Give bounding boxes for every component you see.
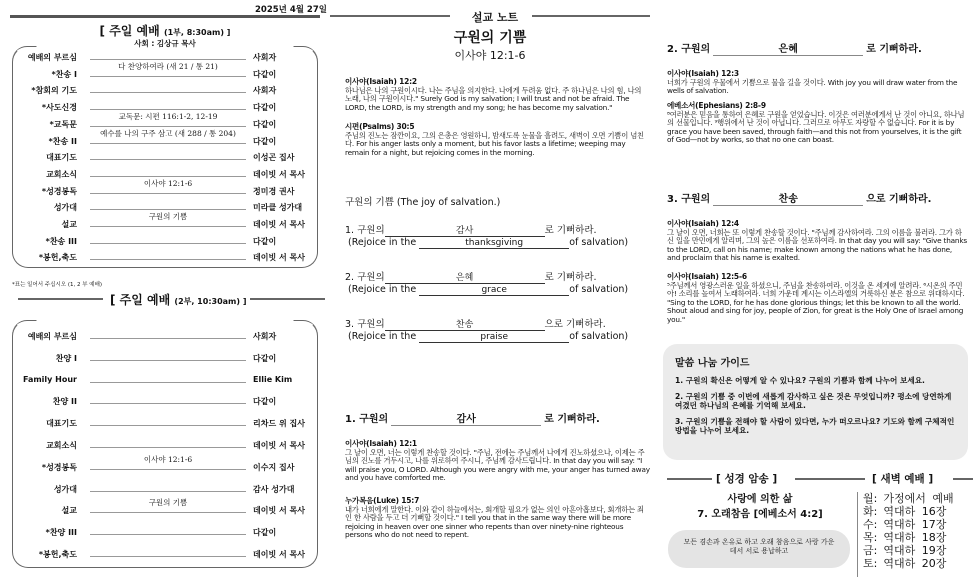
order-line <box>90 534 246 535</box>
verse-block <box>667 70 967 96</box>
verse-text: 너희가 구원의 우물에서 기쁨으로 물을 길을 것이다. With joy you will draw water from the wells of salvation. <box>667 77 958 96</box>
divider <box>532 15 650 17</box>
order-leader: Ellie Kim <box>253 374 293 384</box>
dawn-reading: 역대하 20장 <box>883 557 947 570</box>
order-leader: 리차드 위 집사 <box>253 419 305 429</box>
order-label: 성가대 <box>53 203 77 213</box>
order-row <box>0 454 330 474</box>
outline-point-ko <box>345 269 597 284</box>
dawn-day-row <box>863 492 954 505</box>
order-detail: 교독문: 시편 116:1-2, 12-19 <box>118 111 218 121</box>
memory-theme: 사랑에 의한 삶 <box>727 494 793 505</box>
divider <box>953 478 973 480</box>
verse-text: 그 날이 오면, 너는 이렇게 찬송할 것이다. "주님, 전에는 주님께서 나에게 진노하셨으나, 이제는 주님의 진노를 거두시고, 나를 위로하여 주시니, 주님께 감사드립니다. In that day you will say: "I will praise you, O LORD. Although you were angry with me, your anger has turned away and you have comforted me. <box>345 447 650 483</box>
verse-ref: 이사야(Isaiah) 12:2 <box>345 77 417 86</box>
order-line <box>90 556 246 557</box>
order-leader: 미라클 성가대 <box>253 203 303 213</box>
bulletin-date: 2025년 4월 27일 <box>255 5 327 15</box>
point-suffix: 으로 기뻐하라. <box>544 319 606 330</box>
dawn-schedule <box>857 492 954 577</box>
order-line <box>90 243 246 244</box>
dawn-reading: 가정에서 예배 <box>883 492 954 505</box>
order-label: *성경봉독 <box>41 186 77 196</box>
verse-ref: 이사야(Isaiah) 12:5-6 <box>667 272 747 281</box>
order-row <box>0 329 330 343</box>
dawn-day-row <box>863 518 954 531</box>
order-label: 찬양 II <box>52 397 77 407</box>
verse-text: 내가 너희에게 말한다. 이와 같이 하늘에서는, 회개할 필요가 없는 의인 아흔아홉보다, 회개하는 죄인 한 사람을 두고 더 기뻐할 것이다." I tell you that in the same way there will be more rejoicing in heaven over one sinner who repents than over ninety-nine righteous persons who do not need to repent. <box>345 504 644 540</box>
dawn-day: 월: <box>863 492 878 505</box>
order-row <box>0 234 330 248</box>
dawn-reading: 역대하 18장 <box>883 531 947 544</box>
order-row <box>0 498 330 517</box>
order-leader: 사회자 <box>253 53 277 62</box>
section-heading <box>667 40 922 56</box>
point-answer: 찬송 <box>385 317 545 331</box>
order-row <box>0 416 330 430</box>
section-answer: 은혜 <box>713 40 863 56</box>
sermon-title: 구원의 기쁨 <box>453 30 527 46</box>
order-leader: 데이빗 서 목사 <box>253 169 305 179</box>
top-divider <box>10 15 320 18</box>
dawn-day-row <box>863 544 954 557</box>
verse-ref: 시편(Psalms) 30:5 <box>345 122 415 131</box>
order-leader: 다같이 <box>253 397 277 407</box>
order-detail: 이사야 12:1-6 <box>143 454 193 464</box>
order-label: *찬송 II <box>48 136 77 146</box>
verse-block <box>667 220 967 263</box>
order-leader: 데이빗 서 목사 <box>253 550 305 559</box>
verse-block <box>667 102 967 145</box>
divider <box>330 15 450 17</box>
order-label: Family Hour <box>22 374 77 384</box>
dawn-day: 수: <box>863 518 878 531</box>
section-answer: 찬송 <box>713 190 863 206</box>
dawn-reading: 역대하 19장 <box>883 544 947 557</box>
section-answer: 감사 <box>391 410 541 426</box>
section-suffix: 로 기뻐하라. <box>866 44 922 55</box>
order-label: 교회소식 <box>46 441 77 450</box>
order-leader: 다같이 <box>253 69 277 79</box>
order-leader: 사회자 <box>253 86 277 96</box>
guide-question: 2. 구원의 기쁨 중 이번에 새롭게 감사하고 싶은 것은 무엇입니까? 평소에 당연하게 여겼던 하나님의 은혜를 기억해 보세요. <box>675 391 952 410</box>
order-label: *참회의 기도 <box>31 86 77 96</box>
order-row <box>0 482 330 496</box>
dawn-reading: 역대하 17장 <box>883 518 947 531</box>
order-line <box>90 193 246 194</box>
dawn-day: 화: <box>863 505 878 518</box>
order-row <box>0 373 330 387</box>
order-label: *성경봉독 <box>41 462 77 472</box>
verse-text: ⁵주님께서 영광스러운 일을 하셨으니, 주님을 찬송하여라. 이것을 온 세계에 알려라. ⁶시온의 주민아! 소리를 높여서 노래하여라. 너희 가운데 계시는 이스라엘의 거룩하신 분은 참으로 위대하시다. "Sing to the LORD, for he has done glorious things; let this be known to all the world. Shout aloud and sing for joy, people of Zion, for great is the Holy One of Israel among you." <box>667 280 965 324</box>
order-line <box>90 382 246 383</box>
sharing-guide <box>663 344 968 460</box>
order-leader: 사회자 <box>253 332 277 341</box>
dawn-day: 토: <box>863 557 878 570</box>
order-row <box>0 394 330 408</box>
outline-point-en <box>348 284 628 296</box>
dawn-day-row <box>863 505 954 518</box>
verse-ref: 이사야(Isaiah) 12:4 <box>667 219 739 228</box>
order-row <box>0 438 330 452</box>
order-leader: 데이빗 서 목사 <box>253 220 305 229</box>
guide-question: 1. 구원의 확신은 어떻게 알 수 있나요? 구원의 기쁨과 함께 나누어 보세요. <box>675 376 925 385</box>
verse-ref: 에베소서(Ephesians) 2:8-9 <box>667 101 766 110</box>
guide-question: 3. 구원의 기쁨을 전해야 할 사람이 있다면, 누가 떠오르나요? 기도와 함께 구체적인 방법을 나누어 보세요. <box>675 416 955 435</box>
order-detail: 이사야 12:1-6 <box>143 178 193 188</box>
outline-point-ko <box>345 316 606 331</box>
divider <box>250 298 325 300</box>
order-label: 대표기도 <box>46 153 77 163</box>
order-row <box>0 150 330 164</box>
outline-title: 구원의 기쁨 (The joy of salvation.) <box>345 197 501 208</box>
verse-block <box>345 78 645 112</box>
order-row <box>0 178 330 198</box>
verse-block <box>345 440 650 483</box>
point-prefix: (Rejoice in the <box>348 331 417 342</box>
point-answer: praise <box>419 332 569 343</box>
order-line <box>90 92 246 93</box>
point-suffix: of salvation) <box>569 237 629 248</box>
point-suffix: 로 기뻐하라. <box>544 225 597 236</box>
order-line <box>90 425 246 426</box>
sermon-passage: 이사야 12:1-6 <box>454 49 526 62</box>
memory-header: [ 성경 암송 ] <box>716 473 778 485</box>
order-label: *찬양 III <box>45 528 77 538</box>
point-suffix: of salvation) <box>569 331 629 342</box>
verse-block <box>345 497 650 540</box>
order-leader: 감사 성가대 <box>253 484 295 494</box>
dawn-reading: 역대하 16장 <box>883 505 947 518</box>
order-line <box>90 226 246 227</box>
verse-block <box>667 273 967 325</box>
point-prefix: 1. 구원의 <box>345 225 385 236</box>
order-leader: 이성곤 집사 <box>253 153 295 163</box>
dawn-header: [ 새벽 예배 ] <box>872 473 934 485</box>
point-suffix: 로 기뻐하라. <box>544 272 597 283</box>
section-prefix: 3. 구원의 <box>667 194 711 205</box>
order-detail: 구원의 기쁨 <box>148 498 188 508</box>
verse-text: ⁸여러분은 믿음을 통하여 은혜로 구원을 얻었습니다. 이것은 여러분에게서 난 것이 아니요, 하나님의 선물입니다. ⁹행위에서 난 것이 아닙니다. 그러므로 아무도 자랑할 수 없습니다. For it is by grace you have been saved, through faith—and this not from yourselves, it is the gift of God—not by works, so that no one can boast. <box>667 109 965 145</box>
order-line <box>90 447 246 448</box>
order-line <box>90 512 246 513</box>
dawn-day: 금: <box>863 544 878 557</box>
order-leader: 데이빗 서 목사 <box>253 506 305 516</box>
sermon-header: 설교 노트 <box>471 11 519 24</box>
order-row <box>0 525 330 539</box>
section-heading <box>345 410 600 426</box>
service1-presider: 사회 : 김상규 목사 <box>134 39 196 48</box>
section-suffix: 로 기뻐하라. <box>544 414 600 425</box>
dawn-day-row <box>863 531 954 544</box>
order-label: *교독문 <box>49 119 77 129</box>
order-label: *찬송 III <box>45 236 77 246</box>
point-answer: 감사 <box>385 223 545 237</box>
order-line <box>90 259 246 260</box>
service1-time: (1부, 8:30am) ] <box>163 28 231 37</box>
section-prefix: 2. 구원의 <box>667 44 711 55</box>
order-leader: 다같이 <box>253 119 277 129</box>
order-line <box>90 159 246 160</box>
order-line <box>90 76 246 77</box>
section-suffix: 으로 기뻐하라. <box>866 194 932 205</box>
point-prefix: 3. 구원의 <box>345 319 385 330</box>
order-leader: 다같이 <box>253 103 277 113</box>
order-label: 예배의 부르심 <box>27 53 77 62</box>
divider <box>795 478 865 480</box>
outline-point-ko <box>345 222 597 237</box>
order-label: *봉헌,축도 <box>38 550 77 559</box>
order-row <box>0 212 330 231</box>
order-label: 예배의 부르심 <box>27 332 77 341</box>
point-answer: grace <box>419 285 569 296</box>
order-detail: 다 찬양하여라 (새 21 / 통 21) <box>118 61 218 71</box>
dawn-day: 목: <box>863 531 878 544</box>
order-leader: 다같이 <box>253 528 277 538</box>
memory-item: 7. 오래참음 [에베소서 4:2] <box>697 509 823 520</box>
order-label: *찬송 I <box>51 69 77 79</box>
order-label: 설교 <box>61 506 77 516</box>
service1-title-text: [ 주일 예배 <box>99 24 160 38</box>
service2-time: (2부, 10:30am) ] <box>174 297 247 306</box>
service1-title <box>0 22 330 39</box>
order-line <box>90 143 246 144</box>
order-line <box>90 360 246 361</box>
order-row <box>0 128 330 148</box>
section-prefix: 1. 구원의 <box>345 414 389 425</box>
outline-point-en <box>348 331 628 343</box>
order-leader: 이수지 집사 <box>253 462 295 472</box>
order-label: 대표기도 <box>46 419 77 429</box>
order-leader: 데이빗 서 목사 <box>253 253 305 263</box>
point-answer: 은혜 <box>385 270 545 284</box>
order-line <box>90 338 246 339</box>
order-label: *봉헌,축도 <box>38 253 77 263</box>
order-label: *사도신경 <box>41 103 77 113</box>
order-line <box>90 491 246 492</box>
verse-ref: 이사야(Isaiah) 12:1 <box>345 439 417 448</box>
order-detail: 구원의 기쁨 <box>148 212 188 221</box>
order-detail: 예수를 나의 구주 삼고 (새 288 / 통 204) <box>100 128 236 138</box>
order-row <box>0 250 330 264</box>
order-label: 교회소식 <box>46 169 77 179</box>
memory-verse: 모든 겸손과 온유로 하고 오래 참음으로 사랑 가운데서 서로 용납하고 <box>668 530 850 568</box>
verse-text: 그 날이 오면, 너희는 또 이렇게 찬송할 것이다. "주님께 감사하여라. 그의 이름을 불러라. 그가 하신 일을 만민에게 알리며, 그의 높은 이름을 선포하여라. In that day you will say: "Give thanks to the LORD, call on his name; make known among the nations what he has done, and proclaim that his name is exalted. <box>667 227 967 263</box>
divider <box>667 478 712 480</box>
verse-ref: 누가복음(Luke) 15:7 <box>345 496 420 505</box>
verse-text: 주님의 진노는 잠깐이요, 그의 은총은 영원하니, 밤새도록 눈물을 흘려도, 새벽이 오면 기쁨이 넘친다. For his anger lasts only a moment, but his favor lasts a lifetime; weeping may remain for a night, but rejoicing comes in the morning. <box>345 130 644 157</box>
order-label: 설교 <box>61 220 77 229</box>
standing-note: *표는 일어서 주십시오 (1, 2 부 예배) <box>12 282 103 288</box>
order-leader: 다같이 <box>253 353 277 363</box>
dawn-day-row <box>863 557 954 570</box>
order-row <box>0 83 330 97</box>
divider <box>18 298 103 300</box>
verse-ref: 이사야(Isaiah) 12:3 <box>667 69 739 78</box>
order-row <box>0 351 330 365</box>
order-leader: 데이빗 서 목사 <box>253 441 305 450</box>
order-label: 성가대 <box>53 484 77 494</box>
order-leader: 정미경 권사 <box>253 186 295 196</box>
point-suffix: of salvation) <box>569 284 629 295</box>
order-label: 찬양 I <box>55 353 77 363</box>
service2-title <box>110 291 246 308</box>
verse-text: 하나님은 나의 구원이시다. 나는 주님을 의지한다. 나에게 두려움 없다. 주 하나님은 나의 힘, 나의 노래, 나의 구원이시다." Surely God is my salvation; I will trust and not be afraid. The LORD, the LORD, is my strength and my song; he has become my salvation." <box>345 85 642 112</box>
point-prefix: (Rejoice in the <box>348 237 417 248</box>
order-line <box>90 469 246 470</box>
section-heading <box>667 190 931 206</box>
point-prefix: 2. 구원의 <box>345 272 385 283</box>
verse-block <box>345 123 645 157</box>
order-line <box>90 403 246 404</box>
point-answer: thanksgiving <box>419 238 569 249</box>
outline-point-en <box>348 237 628 249</box>
order-row <box>0 547 330 561</box>
order-leader: 다같이 <box>253 236 277 246</box>
point-prefix: (Rejoice in the <box>348 284 417 295</box>
guide-title: 말씀 나눔 가이드 <box>675 358 750 369</box>
order-leader: 다같이 <box>253 136 277 146</box>
service2-title-text: [ 주일 예배 <box>110 293 171 307</box>
order-row <box>0 61 330 81</box>
